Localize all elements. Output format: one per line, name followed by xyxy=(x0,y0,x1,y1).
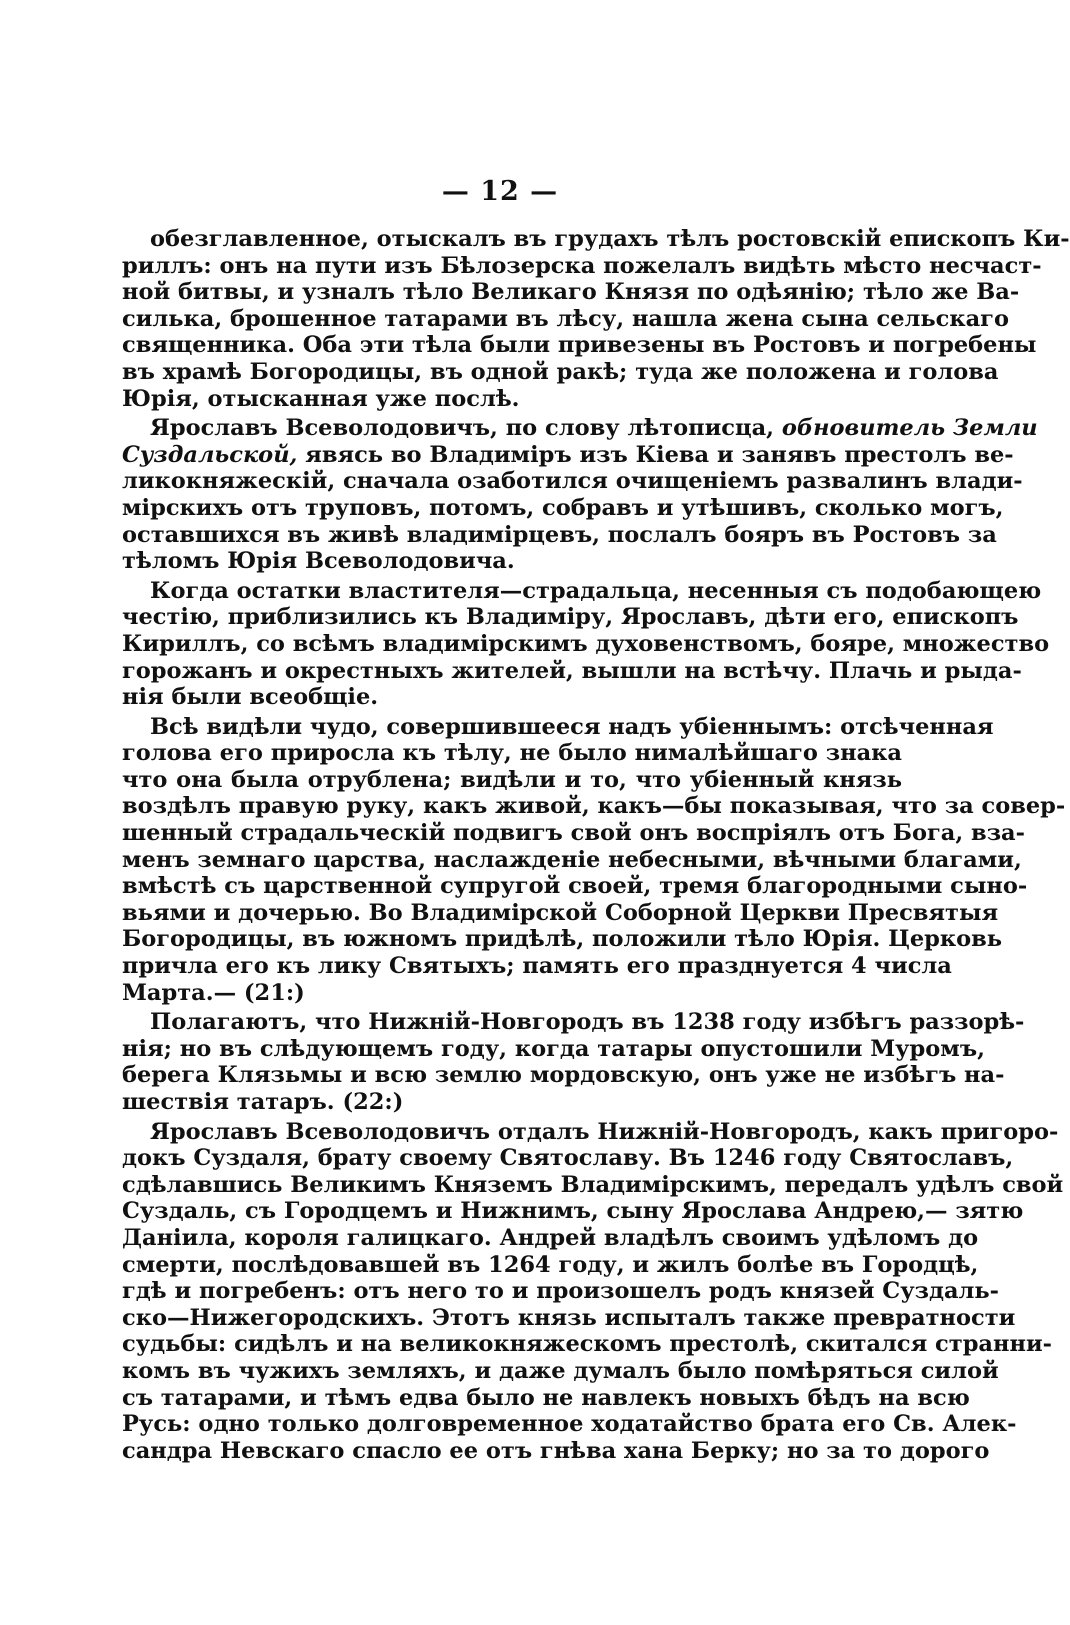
text-line: съ татарами, и тѣмъ едва было не навлекъ новыхъ бѣдъ на всю xyxy=(122,1384,970,1411)
text-line: вьями и дочерью. Во Владимірской Соборной Церкви Пресвятыя xyxy=(122,899,999,926)
text-line: голова его приросла къ тѣлу, не было нималѣйшаго знака xyxy=(122,740,902,767)
paragraph xyxy=(122,415,1038,575)
text-line: гдѣ и погребенъ: отъ него то и произошелъ родъ князей Суздаль- xyxy=(122,1278,1000,1305)
text-line: Богородицы, въ южномъ придѣлѣ, положили тѣло Юрія. Церковь xyxy=(122,926,1003,953)
text-line: Суздаль, съ Городцемъ и Нижнимъ, сыну Ярослава Андрею,— зятю xyxy=(122,1198,1024,1225)
text-line: Даніила, короля галицкаго. Андрей владѣлъ своимъ удѣломъ до xyxy=(122,1224,979,1251)
paragraph xyxy=(122,713,1066,1007)
page-number: — 12 — xyxy=(441,176,559,207)
text-line: Юрія, отысканная уже послѣ. xyxy=(122,385,520,412)
text-line: что она была отрублена; видѣли и то, что убіенный князь xyxy=(122,766,902,793)
text-line: священника. Оба эти тѣла были привезены въ Ростовъ и погребены xyxy=(122,332,1037,359)
paragraph xyxy=(122,226,1070,412)
paragraph xyxy=(122,1118,1064,1465)
text-line: Ярославъ Всеволодовичъ отдалъ Нижній-Новгородъ, какъ пригоро- xyxy=(150,1118,1059,1145)
paragraph xyxy=(122,1009,1025,1115)
text-line: воздѣлъ правую руку, какъ живой, какъ—бы показывая, что за совер- xyxy=(122,793,1066,820)
text-line: смерти, послѣдовавшей въ 1264 году, и жилъ болѣе въ Городцѣ, xyxy=(122,1251,979,1278)
text-line: Ярославъ Всеволодовичъ, по слову лѣтописца, обновитель Земли xyxy=(150,415,1038,442)
text-line: ско—Нижегородскихъ. Этотъ князь испыталъ также превратности xyxy=(122,1304,1016,1331)
text-line: ликокняжескій, сначала озаботился очищеніемъ развалинъ влади- xyxy=(122,468,1023,495)
body-text xyxy=(122,226,1070,1467)
text-line: нія были всеобщіе. xyxy=(122,684,379,711)
text-line: Полагаютъ, что Нижній-Новгородъ въ 1238 году избѣгъ раззорѣ- xyxy=(150,1009,1025,1036)
text-line: Когда остатки властителя—страдальца, несенныя съ подобающею xyxy=(150,577,1042,604)
text-line: Всѣ видѣли чудо, совершившееся надъ убіеннымъ: отсѣченная xyxy=(150,713,994,740)
text-line: докъ Суздаля, брату своему Святославу. Въ 1246 году Святославъ, xyxy=(122,1145,1014,1172)
text-line: причла его къ лику Святыхъ; память его празднуется 4 числа xyxy=(122,953,952,980)
text-line: оставшихся въ живѣ владимірцевъ, послалъ бояръ въ Ростовъ за xyxy=(122,521,997,548)
text-line: берега Клязьмы и всю землю мордовскую, онъ уже не избѣгъ на- xyxy=(122,1062,1005,1089)
text-line: судьбы: сидѣлъ и на великокняжескомъ престолѣ, скитался странни- xyxy=(122,1331,1052,1358)
text-line: менъ земнаго царства, наслажденіе небесными, вѣчными благами, xyxy=(122,846,1022,873)
text-line: ной битвы, и узналъ тѣло Великаго Князя по одѣянію; тѣло же Ва- xyxy=(122,279,1020,306)
text-line: сандра Невскаго спасло ее отъ гнѣва хана Берку; но за то дорого xyxy=(122,1437,990,1464)
text-line: честію, приблизились къ Владиміру, Ярославъ, дѣти его, епископъ xyxy=(122,604,1019,631)
text-line: риллъ: онъ на пути изъ Бѣлозерска пожелалъ видѣть мѣсто несчаст- xyxy=(122,252,1042,279)
text-line: Русь: одно только долговременное ходатайство брата его Св. Алек- xyxy=(122,1411,1017,1438)
text-line: шествія татаръ. (22:) xyxy=(122,1089,404,1115)
text-line: вмѣстѣ съ царственной супругой своей, тремя благородными сыно- xyxy=(122,873,1028,900)
text-line: Марта.— (21:) xyxy=(122,979,305,1006)
text-line: въ храмѣ Богородицы, въ одной ракѣ; туда же положена и голова xyxy=(122,358,999,385)
text-line: горожанъ и окрестныхъ жителей, вышли на встѣчу. Плачь и рыда- xyxy=(122,657,1022,684)
text-line: силька, брошенное татарами въ лѣсу, нашла жена сына сельскаго xyxy=(122,305,1009,332)
text-line: Кириллъ, со всѣмъ владимірскимъ духовенствомъ, бояре, множество xyxy=(122,630,1050,657)
text-line: мірскихъ отъ труповъ, потомъ, собравъ и утѣшивъ, сколько могъ, xyxy=(122,494,1004,521)
text-line: комъ въ чужихъ земляхъ, и даже думалъ было помѣряться силой xyxy=(122,1357,999,1384)
text-line: нія; но въ слѣдующемъ году, когда татары опустошили Муромъ, xyxy=(122,1035,985,1062)
text-line: тѣломъ Юрія Всеволодовича. xyxy=(122,548,515,575)
text-line: шенный страдальческій подвигъ свой онъ воспріялъ отъ Бога, вза- xyxy=(122,820,1025,847)
paragraph xyxy=(122,577,1050,711)
text-line: сдѣлавшись Великимъ Княземъ Владимірскимъ, передалъ удѣлъ свой xyxy=(122,1171,1064,1198)
text-line: обезглавленное, отыскалъ въ грудахъ тѣлъ ростовскій епископъ Ки- xyxy=(150,226,1070,252)
text-line: Суздальской, явясь во Владиміръ изъ Кіева и занявъ престолъ ве- xyxy=(122,441,1014,468)
